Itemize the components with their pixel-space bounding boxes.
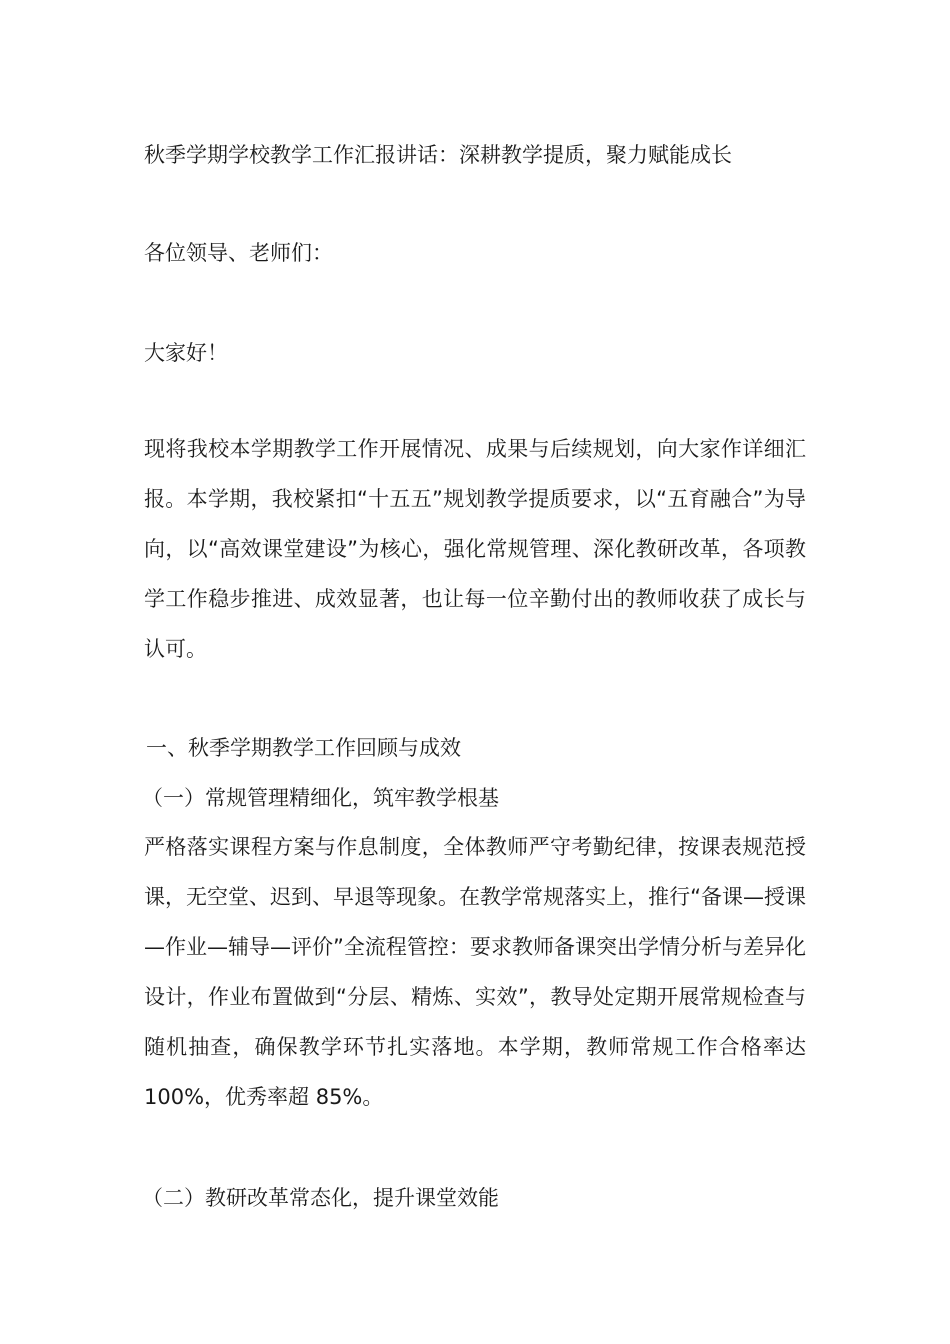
document-title: 秋季学期学校教学工作汇报讲话：深耕教学提质，聚力赋能成长 (144, 143, 732, 167)
intro-paragraph: 现将我校本学期教学工作开展情况、成果与后续规划，向大家作详细汇报。本学期，我校紧扣“十五五”规划教学提质要求，以“五育融合”为导向，以“高效课堂建设”为核心，强化常规管理、深化教研改革，各项教学工作稳步推进、成效显著，也让每一位辛勤付出的教师收获了成长与认可。 (144, 437, 806, 661)
greeting: 大家好！ (144, 341, 228, 365)
subsection-heading-2: （二）教研改革常态化，提升课堂效能 (142, 1186, 499, 1210)
salutation: 各位领导、老师们： (144, 241, 333, 265)
subsection-1-body: 严格落实课程方案与作息制度，全体教师严守考勤纪律，按课表规范授课，无空堂、迟到、早退等现象。在教学常规落实上，推行“备课—授课—作业—辅导—评价”全流程管控：要求教师备课突出学情分析与差异化设计，作业布置做到“分层、精炼、实效”，教导处定期开展常规检查与随机抽查，确保教学环节扎实落地。本学期，教师常规工作合格率达 100%，优秀率超 85%。 (144, 835, 806, 1109)
section-heading-1: 一、秋季学期教学工作回顾与成效 (146, 736, 461, 760)
subsection-heading-1: （一）常规管理精细化，筑牢教学根基 (142, 786, 499, 810)
